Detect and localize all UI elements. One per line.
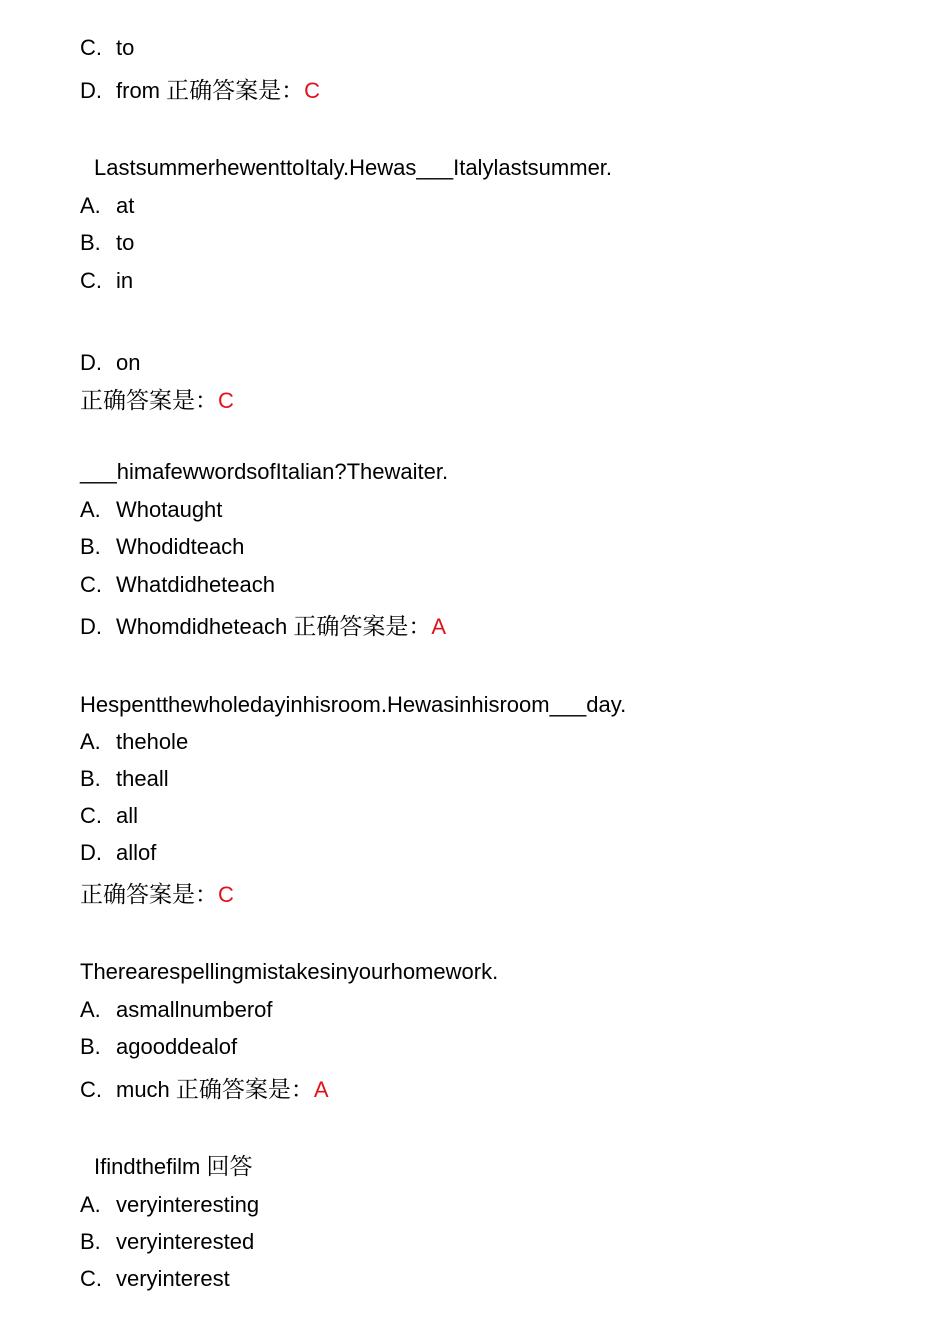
answer-value: A [313,1077,329,1102]
answer-value: C [218,388,234,413]
option-c: C. all [80,803,139,828]
answer-label: 正确答案是： [80,882,218,908]
option-a: A. at [80,193,135,218]
option-d: D. allof [80,840,157,865]
question-text: Therearespellingmistakesinyourhomework. [80,959,499,984]
option-b: B. theall [80,766,169,791]
answer-value: C [218,882,234,907]
answer-line [80,881,234,909]
answer-label: 正确答案是： [80,388,218,414]
answer-value: C [304,78,321,103]
option-c: C. much 正确答案是：A [80,1077,329,1103]
option-b: B. to [80,230,135,255]
answer-value: A [431,614,447,639]
answer-line [80,387,234,415]
option-c: C. in [80,268,134,293]
answer-label: 正确答案是： [175,1077,314,1103]
option-d: D. on [80,350,141,375]
option-a: A. thehole [80,729,189,754]
option-c: C. to [80,35,135,60]
question-text: Hespentthewholedayinhisroom.Hewasinhisroom___day. [80,692,627,717]
question-suffix: 回答 [206,1154,253,1180]
option-d: D. from 正确答案是：C [80,78,321,104]
option-b: B. agooddealof [80,1034,238,1059]
option-a: A. asmallnumberof [80,997,273,1022]
answer-label: 正确答案是： [293,614,432,640]
option-a: A. Whotaught [80,497,223,522]
option-b: B. Whodidteach [80,534,245,559]
question-text: LastsummerhewenttoItaly.Hewas___Italylastsummer. [94,155,613,180]
answer-label: 正确答案是： [166,78,305,104]
option-c: C. veryinterest [80,1266,230,1291]
question-text: Ifindthefilm 回答 [94,1154,253,1180]
option-d: D. Whomdidheteach 正确答案是：A [80,614,447,640]
option-c: C. Whatdidheteach [80,572,275,597]
option-b: B. veryinterested [80,1229,255,1254]
option-a: A. veryinteresting [80,1192,260,1217]
question-text: ___himafewwordsofItalian?Thewaiter. [80,459,449,484]
